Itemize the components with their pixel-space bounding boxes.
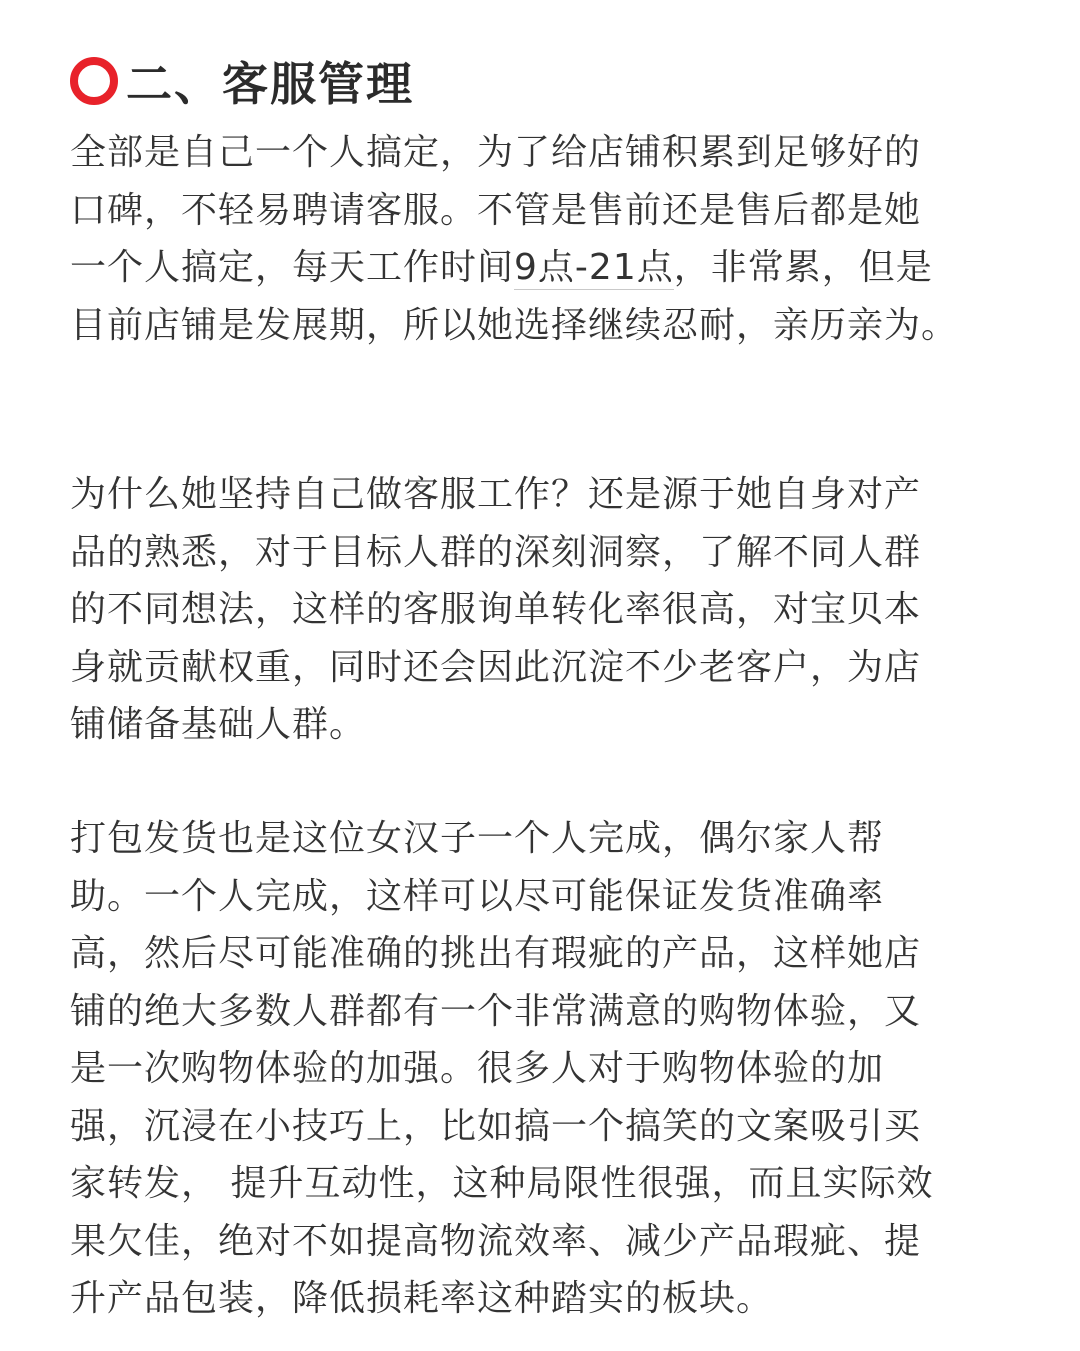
heading-title: 二、客服管理 — [126, 57, 414, 111]
text-line: 高，然后尽可能准确的挑出有瑕疵的产品，这样她店 — [70, 933, 922, 974]
text-line: 助。一个人完成，这样可以尽可能保证发货准确率 — [70, 875, 885, 917]
text-line: 果欠佳，绝对不如提高物流效率、减少产品瑕疵、提 — [70, 1220, 922, 1262]
red-circle-icon — [70, 57, 118, 105]
working-hours-link[interactable]: 9点-21点 — [514, 247, 674, 288]
text-line: 目前店铺是发展期，所以她选择继续忍耐，亲历亲为。 — [70, 304, 959, 346]
text-line: 的不同想法，这样的客服询单转化率很高，对宝贝本 — [70, 589, 922, 630]
section-heading — [70, 50, 414, 112]
paragraph-packing-shipping — [70, 810, 1010, 1328]
text-line: 全部是自己一个人搞定，为了给店铺积累到足够好的 — [70, 132, 922, 173]
text-line: 为什么她坚持自己做客服工作？还是源于她自身对产 — [70, 474, 922, 515]
text-line: 品的熟悉，对于目标人群的深刻洞察，了解不同人群 — [70, 531, 922, 573]
text-line: 是一次购物体验的加强。很多人对于购物体验的加 — [70, 1048, 885, 1089]
text-line — [70, 239, 1010, 297]
text-segment: 一个人搞定，每天工作时间 — [70, 247, 515, 288]
text-line: 铺储备基础人群。 — [70, 704, 367, 745]
text-line: 身就贡献权重，同时还会因此沉淀不少老客户，为店 — [70, 646, 922, 688]
text-line: 打包发货也是这位女汉子一个人完成，偶尔家人帮 — [70, 818, 885, 859]
paragraph-customer-service — [70, 124, 1010, 354]
text-line: 升产品包装，降低损耗率这种踏实的板块。 — [70, 1278, 774, 1319]
text-line: 强，沉浸在小技巧上，比如搞一个搞笑的文案吸引买 — [70, 1105, 922, 1147]
text-line: 家转发， 提升互动性，这种局限性很强，而且实际效 — [70, 1163, 934, 1204]
text-segment: ，非常累，但是 — [673, 247, 933, 288]
paragraph-why-self-service — [70, 466, 1010, 754]
text-line: 铺的绝大多数人群都有一个非常满意的购物体验，又 — [70, 990, 922, 1032]
text-line: 口碑，不轻易聘请客服。不管是售前还是售后都是她 — [70, 189, 922, 231]
